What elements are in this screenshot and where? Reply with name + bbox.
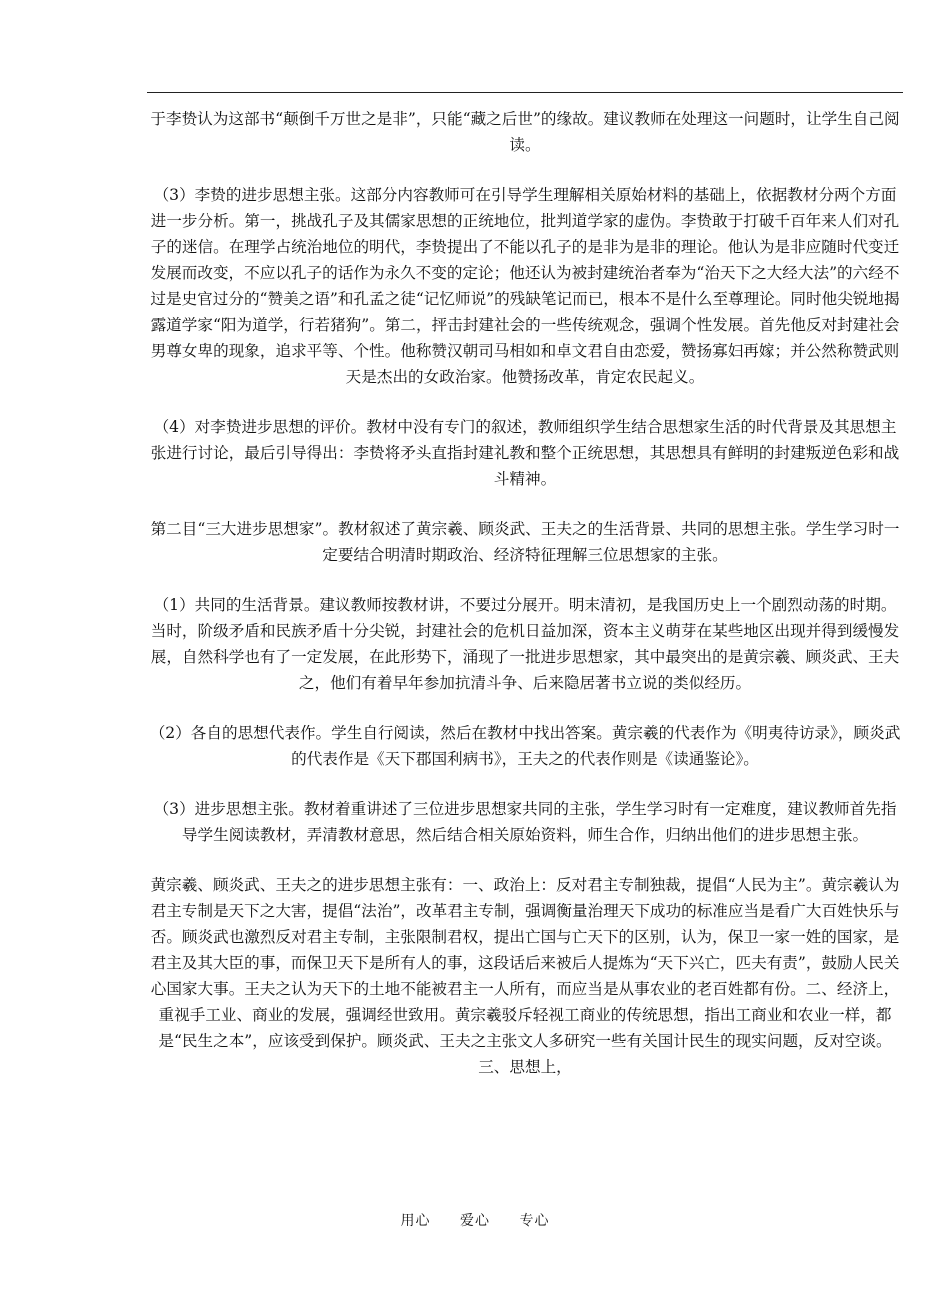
footer-text: 专心: [519, 1213, 550, 1229]
paragraph: （4）对李贽进步思想的评价。教材中没有专门的叙述，教师组织学生结合思想家生活的时代背景及其思想主张进行讨论，最后引导得出：李贽将矛头直指封建礼教和整个正统思想，其思想具有鲜明的封建叛逆色彩和战斗精神。: [150, 418, 900, 488]
footer-text: 用心: [400, 1213, 431, 1229]
page-footer: [0, 1210, 950, 1230]
document-body: [147, 106, 903, 1104]
paragraph: （3）李贽的进步思想主张。这部分内容教师可在引导学生理解相关原始材料的基础上，依据教材分两个方面进一步分析。第一，挑战孔子及其儒家思想的正统地位，批判道学家的虚伪。李贽敢于打破千百年来人们对孔子的迷信。在理学占统治地位的明代，李贽提出了不能以孔子的是非为是非的理论。他认为是非应随时代变迁发展而改变，不应以孔子的话作为永久不变的定论；他还认为被封建统治者奉为“治天下之大经大法”的六经不过是史官过分的“赞美之语”和孔孟之徒“记忆师说”的残缺笔记而已，根本不是什么至尊理论。同时他尖锐地揭露道学家“阳为道学，行若猪狗”。第二，抨击封建社会的一些传统观念，强调个性发展。首先他反对封建社会男尊女卑的现象，追求平等、个性。他称赞汉朝司马相如和卓文君自由恋爱，赞扬寡妇再嫁；并公然称赞武则天是杰出的女政治家。他赞扬改革，肯定农民起义。: [150, 186, 900, 386]
paragraph: （3）进步思想主张。教材着重讲述了三位进步思想家共同的主张，学生学习时有一定难度，建议教师首先指导学生阅读教材，弄清教材意思，然后结合相关原始资料，师生合作，归纳出他们的进步思想主张。: [153, 800, 897, 844]
header-rule: [147, 92, 903, 93]
paragraph: 第二目“三大进步思想家”。教材叙述了黄宗羲、顾炎武、王夫之的生活背景、共同的思想主张。学生学习时一定要结合明清时期政治、经济特征理解三位思想家的主张。: [150, 520, 900, 564]
paragraph: （1）共同的生活背景。建议教师按教材讲，不要过分展开。明末清初，是我国历史上一个剧烈动荡的时期。当时，阶级矛盾和民族矛盾十分尖锐，封建社会的危机日益加深，资本主义萌芽在某些地区出现并得到缓慢发展，自然科学也有了一定发展，在此形势下，涌现了一批进步思想家，其中最突出的是黄宗羲、顾炎武、王夫之，他们有着早年参加抗清斗争、后来隐居著书立说的类似经历。: [150, 596, 900, 692]
paragraph: 黄宗羲、顾炎武、王夫之的进步思想主张有：一、政治上：反对君主专制独裁，提倡“人民为主”。黄宗羲认为君主专制是天下之大害，提倡“法治”，改革君主专制，强调衡量治理天下成功的标准应当是看广大百姓快乐与否。顾炎武也激烈反对君主专制，主张限制君权，提出亡国与亡天下的区别，认为，保卫一家一姓的国家，是君主及其大臣的事，而保卫天下是所有人的事，这段话后来被后人提炼为“天下兴亡，匹夫有责”，鼓励人民关心国家大事。王夫之认为天下的土地不能被君主一人所有，而应当是从事农业的老百姓都有份。二、经济上，重视手工业、商业的发展，强调经世致用。黄宗羲驳斥轻视工商业的传统思想，指出工商业和农业一样，都是“民生之本”，应该受到保护。顾炎武、王夫之主张文人多研究一些有关国计民生的现实问题，反对空谈。三、思想上，: [150, 876, 900, 1076]
paragraph: 于李贽认为这部书“颠倒千万世之是非”，只能“藏之后世”的缘故。建议教师在处理这一问题时，让学生自己阅读。: [150, 110, 900, 154]
footer-text: 爱心: [460, 1213, 490, 1229]
paragraph: （2）各自的思想代表作。学生自行阅读，然后在教材中找出答案。黄宗羲的代表作为《明夷待访录》，顾炎武的代表作是《天下郡国利病书》，王夫之的代表作则是《读通鉴论》。: [149, 724, 901, 768]
